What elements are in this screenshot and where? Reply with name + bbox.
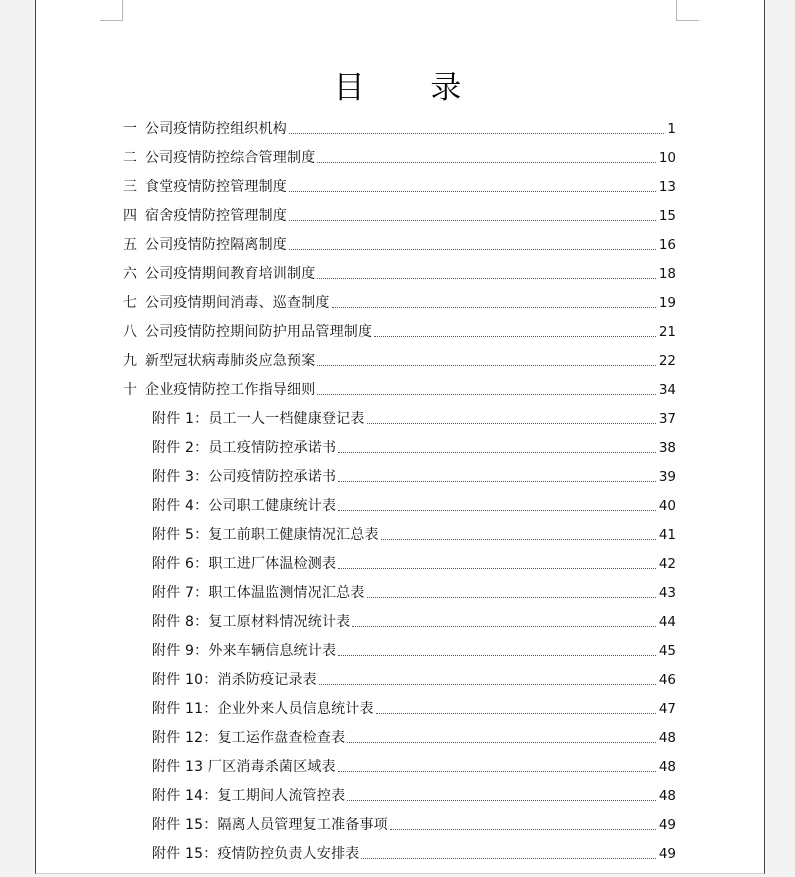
toc-entry-label: 公司疫情期间消毒、巡查制度 bbox=[145, 295, 330, 311]
toc-entry-number: 十 bbox=[123, 382, 137, 398]
toc-attachment-entry[interactable] bbox=[152, 409, 676, 429]
toc-entry-number: 九 bbox=[123, 353, 137, 369]
toc-entry-number: 五 bbox=[123, 237, 137, 253]
toc-leader-dots bbox=[390, 829, 656, 830]
toc-attachment-entry[interactable] bbox=[152, 757, 676, 777]
toc-entry-page: 41 bbox=[658, 527, 676, 543]
toc-entry-page: 10 bbox=[658, 150, 676, 166]
toc-attachment-entry[interactable] bbox=[152, 670, 676, 690]
toc-entry-page: 1 bbox=[667, 121, 676, 137]
toc-entry-label: 附件 15：隔离人员管理复工准备事项 bbox=[152, 817, 388, 833]
toc-leader-dots bbox=[317, 278, 655, 279]
toc-entry-label: 附件 10：消杀防疫记录表 bbox=[152, 672, 317, 688]
toc-leader-dots bbox=[352, 626, 655, 627]
toc-leader-dots bbox=[338, 655, 656, 656]
toc-entry[interactable] bbox=[123, 235, 676, 255]
toc-entry-page: 19 bbox=[658, 295, 676, 311]
toc-entry-page: 18 bbox=[658, 266, 676, 282]
toc-entry-page: 13 bbox=[658, 179, 676, 195]
toc-entry-label: 附件 4：公司职工健康统计表 bbox=[152, 498, 337, 514]
toc-entry-label: 公司疫情防控综合管理制度 bbox=[145, 150, 316, 166]
toc-attachment-entry[interactable] bbox=[152, 728, 676, 748]
toc-entry-page: 48 bbox=[658, 788, 676, 804]
crop-mark-top-right bbox=[676, 0, 699, 21]
toc-title: 目 录 bbox=[333, 70, 490, 106]
toc-leader-dots bbox=[347, 742, 656, 743]
toc-leader-dots bbox=[338, 568, 656, 569]
toc-entry-label: 附件 2：员工疫情防控承诺书 bbox=[152, 440, 337, 456]
toc-entry-label: 附件 1：员工一人一档健康登记表 bbox=[152, 411, 365, 427]
toc-attachment-entry[interactable] bbox=[152, 641, 676, 661]
crop-mark-top-left bbox=[100, 0, 123, 21]
toc-entry-number: 六 bbox=[123, 266, 137, 282]
toc-attachment-entry[interactable] bbox=[152, 583, 676, 603]
toc-entry-number: 一 bbox=[123, 121, 137, 137]
toc-leader-dots bbox=[317, 394, 655, 395]
toc-attachment-entry[interactable] bbox=[152, 612, 676, 632]
toc-leader-dots bbox=[361, 858, 655, 859]
toc-entry[interactable] bbox=[123, 380, 676, 400]
toc-entry-number: 三 bbox=[123, 179, 137, 195]
toc-entry-page: 49 bbox=[658, 817, 676, 833]
toc-entry-page: 48 bbox=[658, 759, 676, 775]
toc-leader-dots bbox=[367, 423, 656, 424]
toc-leader-dots bbox=[367, 597, 656, 598]
toc-leader-dots bbox=[338, 510, 656, 511]
toc-leader-dots bbox=[374, 336, 656, 337]
toc-entry-label: 附件 8：复工原材料情况统计表 bbox=[152, 614, 351, 630]
toc-entry-page: 39 bbox=[658, 469, 676, 485]
toc-leader-dots bbox=[338, 452, 656, 453]
toc-leader-dots bbox=[381, 539, 656, 540]
toc-leader-dots bbox=[289, 220, 656, 221]
toc-entry-page: 42 bbox=[658, 556, 676, 572]
toc-entry-number: 四 bbox=[123, 208, 137, 224]
toc-entry[interactable] bbox=[123, 322, 676, 342]
toc-attachment-entry[interactable] bbox=[152, 786, 676, 806]
toc-leader-dots bbox=[332, 307, 656, 308]
toc-attachment-entry[interactable] bbox=[152, 496, 676, 516]
toc-entry[interactable] bbox=[123, 206, 676, 226]
toc-entry-label: 宿舍疫情防控管理制度 bbox=[145, 208, 287, 224]
toc-entry[interactable] bbox=[123, 351, 676, 371]
toc-entry-label: 附件 3：公司疫情防控承诺书 bbox=[152, 469, 337, 485]
toc-entry-label: 附件 6：职工进厂体温检测表 bbox=[152, 556, 337, 572]
toc-leader-dots bbox=[289, 249, 656, 250]
toc-attachment-entry[interactable] bbox=[152, 467, 676, 487]
toc-entry-page: 49 bbox=[658, 846, 676, 862]
toc-entry-page: 37 bbox=[658, 411, 676, 427]
toc-entry-page: 43 bbox=[658, 585, 676, 601]
toc-entry-label: 附件 12：复工运作盘查检查表 bbox=[152, 730, 346, 746]
toc-entry-label: 附件 7：职工体温监测情况汇总表 bbox=[152, 585, 365, 601]
toc-leader-dots bbox=[319, 684, 656, 685]
toc-leader-dots bbox=[317, 365, 655, 366]
toc-entry-page: 38 bbox=[658, 440, 676, 456]
toc-entry-label: 附件 15：疫情防控负责人安排表 bbox=[152, 846, 360, 862]
toc-entry-page: 15 bbox=[658, 208, 676, 224]
toc-entry-label: 附件 9：外来车辆信息统计表 bbox=[152, 643, 337, 659]
toc-entry-label: 食堂疫情防控管理制度 bbox=[145, 179, 287, 195]
toc-entry-page: 22 bbox=[658, 353, 676, 369]
toc-attachment-entry[interactable] bbox=[152, 815, 676, 835]
toc-leader-dots bbox=[317, 162, 655, 163]
toc-attachment-entry[interactable] bbox=[152, 699, 676, 719]
toc-leader-dots bbox=[338, 771, 656, 772]
toc-entry-number: 八 bbox=[123, 324, 137, 340]
toc-entry[interactable] bbox=[123, 177, 676, 197]
toc-entry-page: 40 bbox=[658, 498, 676, 514]
toc-entry-page: 45 bbox=[658, 643, 676, 659]
toc-entry-label: 附件 14：复工期间人流管控表 bbox=[152, 788, 346, 804]
toc-entry-page: 46 bbox=[658, 672, 676, 688]
toc-entry-page: 16 bbox=[658, 237, 676, 253]
toc-entry-label: 附件 13 厂区消毒杀菌区域表 bbox=[152, 759, 336, 775]
toc-attachment-entry[interactable] bbox=[152, 844, 676, 864]
toc-entry-label: 企业疫情防控工作指导细则 bbox=[145, 382, 316, 398]
toc-leader-dots bbox=[347, 800, 656, 801]
toc-entry-page: 44 bbox=[658, 614, 676, 630]
toc-entry-page: 34 bbox=[658, 382, 676, 398]
toc-entry-label: 附件 5：复工前职工健康情况汇总表 bbox=[152, 527, 379, 543]
toc-entry[interactable] bbox=[123, 119, 676, 139]
toc-entry-label: 公司疫情期间教育培训制度 bbox=[145, 266, 316, 282]
toc-entry-label: 公司疫情防控隔离制度 bbox=[145, 237, 287, 253]
toc-entry-number: 二 bbox=[123, 150, 137, 166]
toc-entry-label: 新型冠状病毒肺炎应急预案 bbox=[145, 353, 316, 369]
toc-entry[interactable] bbox=[123, 293, 676, 313]
toc-entry-number: 七 bbox=[123, 295, 137, 311]
toc-leader-dots bbox=[376, 713, 656, 714]
toc-entry-label: 附件 11：企业外来人员信息统计表 bbox=[152, 701, 374, 717]
toc-attachment-entry[interactable] bbox=[152, 554, 676, 574]
toc-entry[interactable] bbox=[123, 148, 676, 168]
toc-leader-dots bbox=[289, 133, 664, 134]
toc-entry-page: 47 bbox=[658, 701, 676, 717]
toc-entry-page: 48 bbox=[658, 730, 676, 746]
toc-entry[interactable] bbox=[123, 264, 676, 284]
toc-leader-dots bbox=[289, 191, 656, 192]
toc-entry-page: 21 bbox=[658, 324, 676, 340]
toc-entry-label: 公司疫情防控期间防护用品管理制度 bbox=[145, 324, 373, 340]
toc-attachment-entry[interactable] bbox=[152, 525, 676, 545]
toc-leader-dots bbox=[338, 481, 656, 482]
toc-attachment-entry[interactable] bbox=[152, 438, 676, 458]
toc-entry-label: 公司疫情防控组织机构 bbox=[145, 121, 287, 137]
